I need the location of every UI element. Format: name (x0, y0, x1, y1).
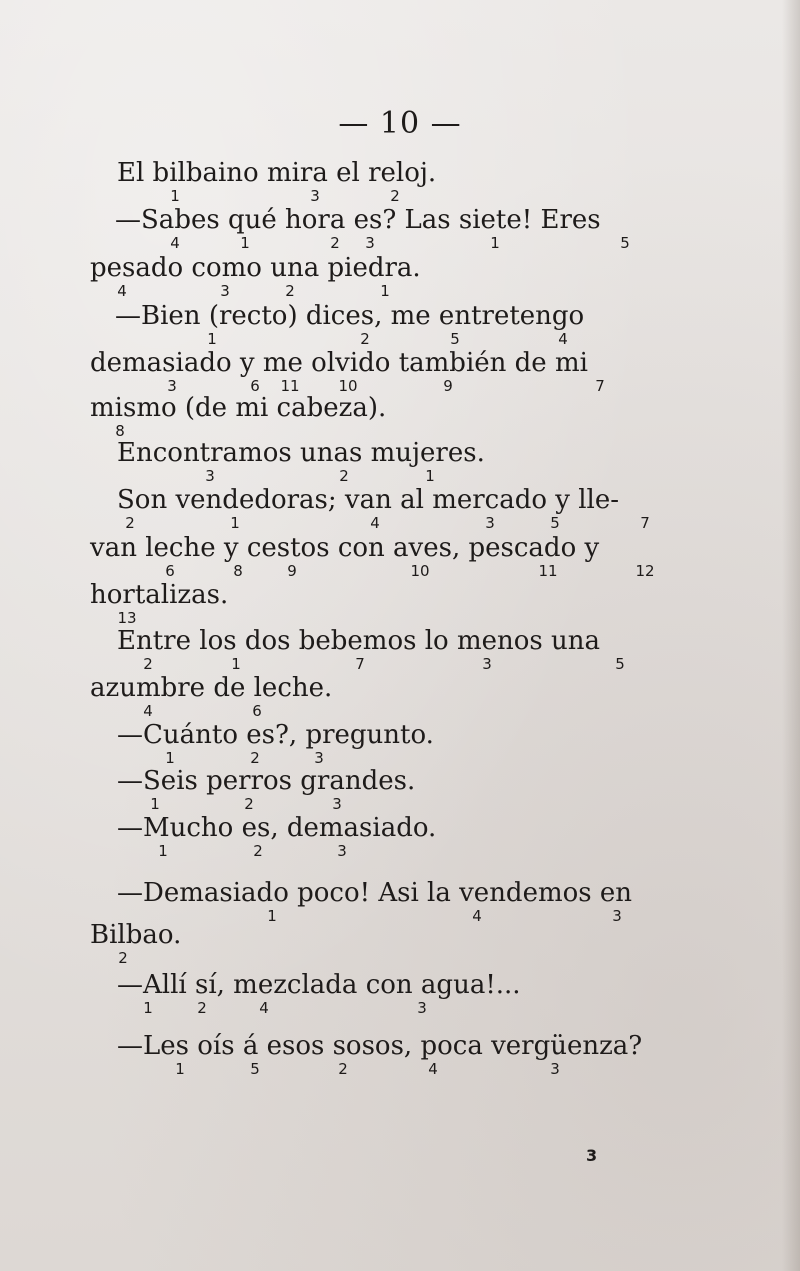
word-order-number: 3 (205, 467, 215, 485)
word-order-number: 8 (115, 422, 125, 440)
word-order-number: 2 (143, 655, 153, 673)
word-order-number: 2 (285, 282, 295, 300)
word-order-number: 2 (125, 514, 135, 532)
word-order-number: 3 (337, 842, 347, 860)
word-order-number: 7 (355, 655, 365, 673)
word-order-number: 4 (428, 1060, 438, 1078)
text-line: —Bien (recto) dices, me entretengo (115, 301, 585, 331)
word-order-number: 3 (332, 795, 342, 813)
word-order-number: 2 (244, 795, 254, 813)
word-order-number: 2 (250, 749, 260, 767)
text-line: —Mucho es, demasiado. (117, 813, 437, 843)
signature-mark: 3 (586, 1146, 598, 1165)
word-order-number: 1 (380, 282, 390, 300)
word-order-number: 11 (280, 377, 300, 395)
word-order-number: 3 (220, 282, 230, 300)
text-line: Encontramos unas mujeres. (117, 438, 485, 468)
word-order-number: 2 (197, 999, 207, 1017)
word-order-number: 1 (240, 234, 250, 252)
word-order-number: 9 (443, 377, 453, 395)
word-order-number: 1 (175, 1060, 185, 1078)
text-line: —Demasiado poco! Asi la vendemos en (117, 878, 633, 908)
text-line: pesado como una piedra. (90, 253, 421, 283)
word-order-number: 7 (595, 377, 605, 395)
word-order-number: 9 (287, 562, 297, 580)
word-order-number: 3 (167, 377, 177, 395)
word-order-number: 1 (267, 907, 277, 925)
word-order-number: 10 (338, 377, 358, 395)
word-order-number: 10 (410, 562, 430, 580)
word-order-number: 3 (485, 514, 495, 532)
word-order-number: 1 (158, 842, 168, 860)
word-order-number: 2 (360, 330, 370, 348)
word-order-number: 4 (472, 907, 482, 925)
word-order-number: 3 (314, 749, 324, 767)
word-order-number: 3 (482, 655, 492, 673)
word-order-number: 2 (253, 842, 263, 860)
word-order-number: 3 (417, 999, 427, 1017)
word-order-number: 2 (338, 1060, 348, 1078)
text-line: azumbre de leche. (90, 673, 333, 703)
text-line: El bilbaino mira el reloj. (117, 158, 437, 188)
word-order-number: 1 (143, 999, 153, 1017)
text-line: hortalizas. (90, 580, 229, 610)
text-line: —Cuánto es?, pregunto. (117, 720, 434, 750)
word-order-number: 1 (425, 467, 435, 485)
word-order-number: 8 (233, 562, 243, 580)
word-order-number: 1 (230, 514, 240, 532)
word-order-number: 2 (390, 187, 400, 205)
word-order-number: 5 (550, 514, 560, 532)
word-order-number: 3 (612, 907, 622, 925)
word-order-number: 1 (170, 187, 180, 205)
word-order-number: 13 (117, 609, 137, 627)
text-line: —Seis perros grandes. (117, 766, 416, 796)
word-order-number: 6 (165, 562, 175, 580)
word-order-number: 5 (620, 234, 630, 252)
text-line: —Allí sí, mezclada con agua!... (117, 970, 521, 1000)
word-order-number: 5 (450, 330, 460, 348)
word-order-number: 4 (143, 702, 153, 720)
word-order-number: 1 (231, 655, 241, 673)
word-order-number: 2 (118, 949, 128, 967)
word-order-number: 3 (365, 234, 375, 252)
word-order-number: 1 (165, 749, 175, 767)
text-line: —Sabes qué hora es? Las siete! Eres (115, 205, 601, 235)
word-order-number: 6 (252, 702, 262, 720)
word-order-number: 7 (640, 514, 650, 532)
word-order-number: 4 (170, 234, 180, 252)
word-order-number: 6 (250, 377, 260, 395)
text-line: Bilbao. (90, 920, 182, 950)
text-line: —Les oís á esos sosos, poca vergüenza? (117, 1031, 643, 1061)
word-order-number: 2 (339, 467, 349, 485)
word-order-number: 5 (615, 655, 625, 673)
word-order-number: 11 (538, 562, 558, 580)
word-order-number: 5 (250, 1060, 260, 1078)
text-line: van leche y cestos con aves, pescado y (90, 533, 600, 563)
page-number-header: — 10 — (338, 106, 462, 141)
word-order-number: 3 (310, 187, 320, 205)
word-order-number: 12 (635, 562, 655, 580)
word-order-number: 4 (259, 999, 269, 1017)
word-order-number: 4 (370, 514, 380, 532)
word-order-number: 1 (490, 234, 500, 252)
text-line: demasiado y me olvido también de mi (90, 348, 588, 378)
word-order-number: 2 (330, 234, 340, 252)
word-order-number: 4 (117, 282, 127, 300)
word-order-number: 1 (207, 330, 217, 348)
word-order-number: 3 (550, 1060, 560, 1078)
text-line: mismo (de mi cabeza). (90, 393, 387, 423)
word-order-number: 4 (558, 330, 568, 348)
word-order-number: 1 (150, 795, 160, 813)
text-line: Entre los dos bebemos lo menos una (117, 626, 600, 656)
text-line: Son vendedoras; van al mercado y lle- (117, 485, 620, 515)
